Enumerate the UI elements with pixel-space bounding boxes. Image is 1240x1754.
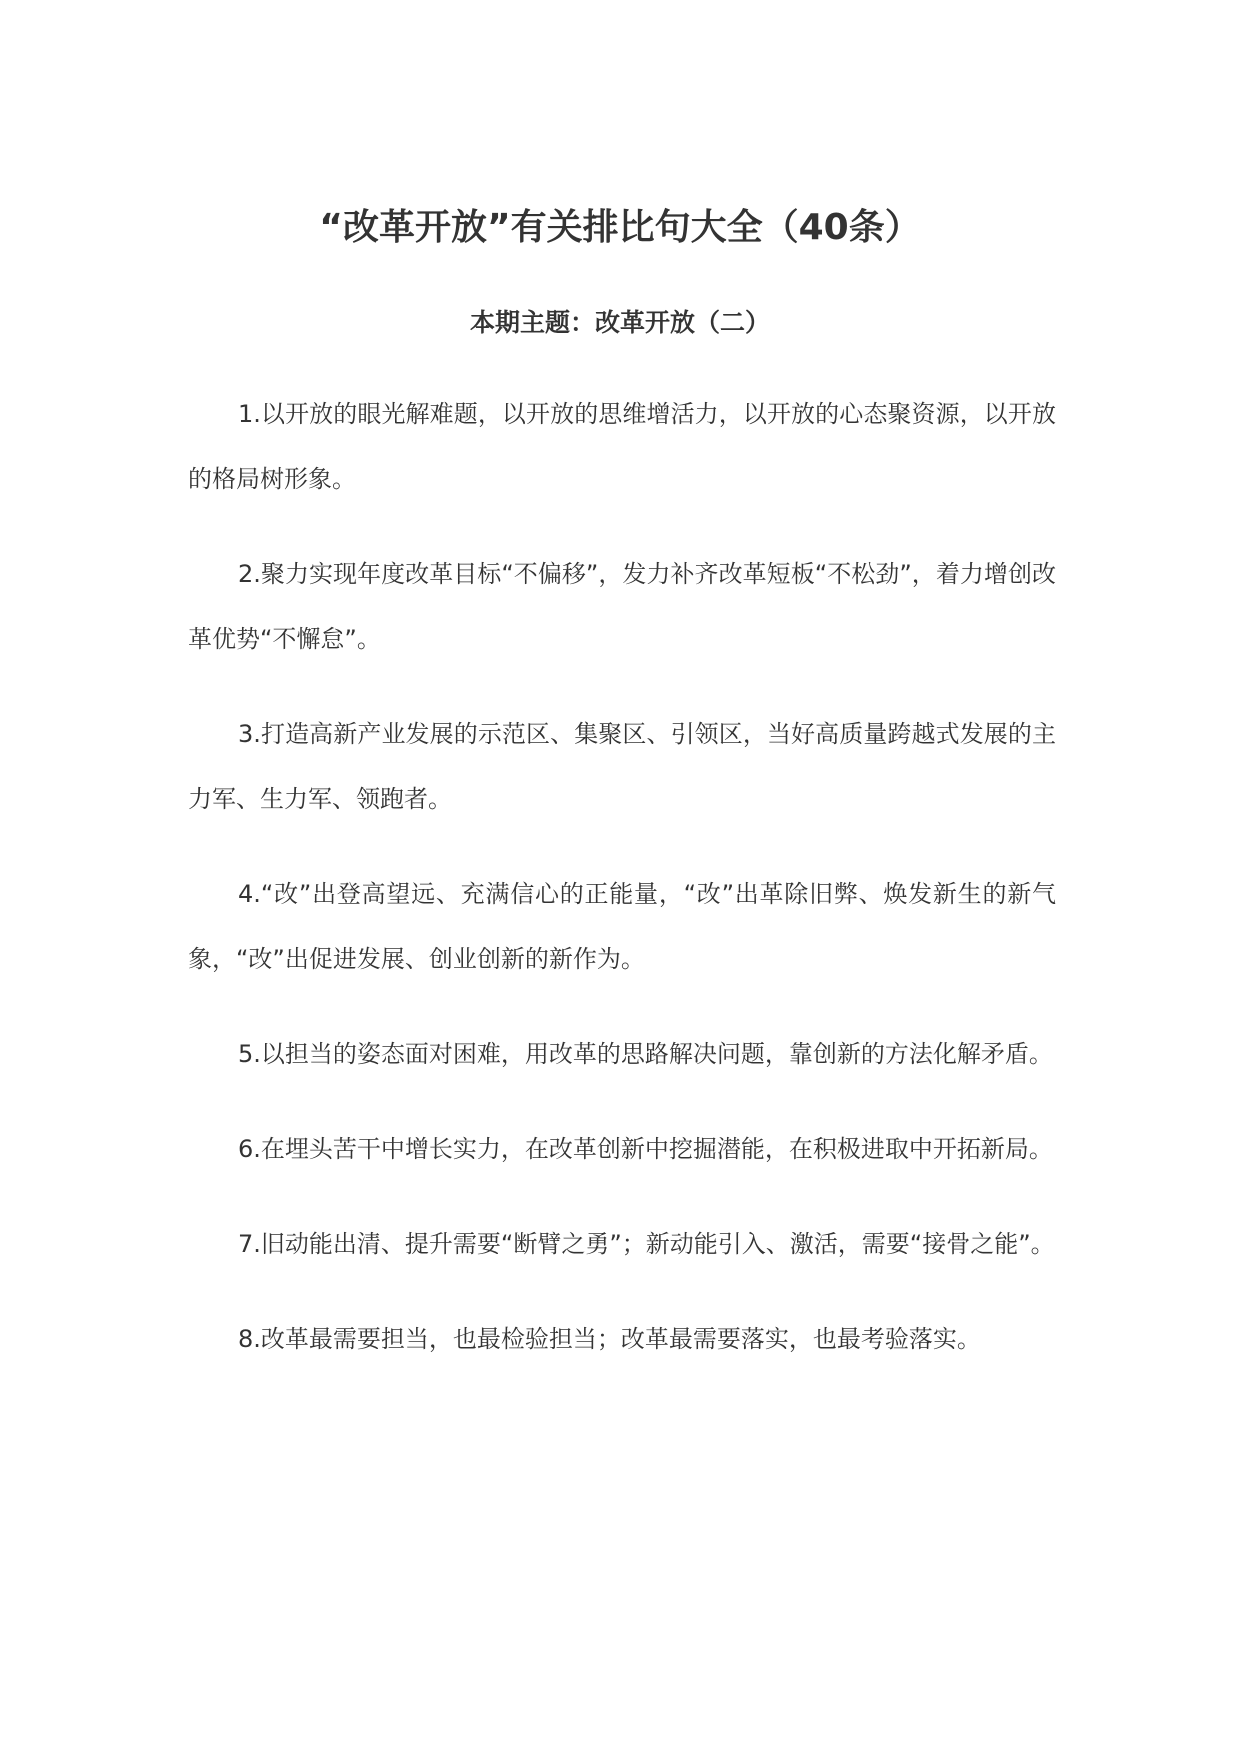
document-subtitle: 本期主题：改革开放（二）	[469, 308, 770, 337]
list-item: 2.聚力实现年度改革目标“不偏移”，发力补齐改革短板“不松劲”，着力增创改革优势“不懈怠”。	[188, 560, 1056, 653]
list-item: 6.在埋头苦干中增长实力，在改革创新中挖掘潜能，在积极进取中开拓新局。	[238, 1135, 1053, 1163]
list-item: 5.以担当的姿态面对困难，用改革的思路解决问题，靠创新的方法化解矛盾。	[238, 1040, 1053, 1068]
list-item: 7.旧动能出清、提升需要“断臂之勇”；新动能引入、激活，需要“接骨之能”。	[238, 1230, 1055, 1258]
document-title: “改革开放”有关排比句大全（40条）	[319, 207, 921, 248]
list-item: 1.以开放的眼光解难题，以开放的思维增活力，以开放的心态聚资源，以开放的格局树形象。	[188, 400, 1056, 493]
list-item: 3.打造高新产业发展的示范区、集聚区、引领区，当好高质量跨越式发展的主力军、生力军、领跑者。	[188, 720, 1056, 813]
list-item: 4.“改”出登高望远、充满信心的正能量，“改”出革除旧弊、焕发新生的新气象，“改”出促进发展、创业创新的新作为。	[188, 880, 1056, 973]
document-body	[188, 382, 1056, 1402]
list-item: 8.改革最需要担当，也最检验担当；改革最需要落实，也最考验落实。	[238, 1325, 981, 1353]
